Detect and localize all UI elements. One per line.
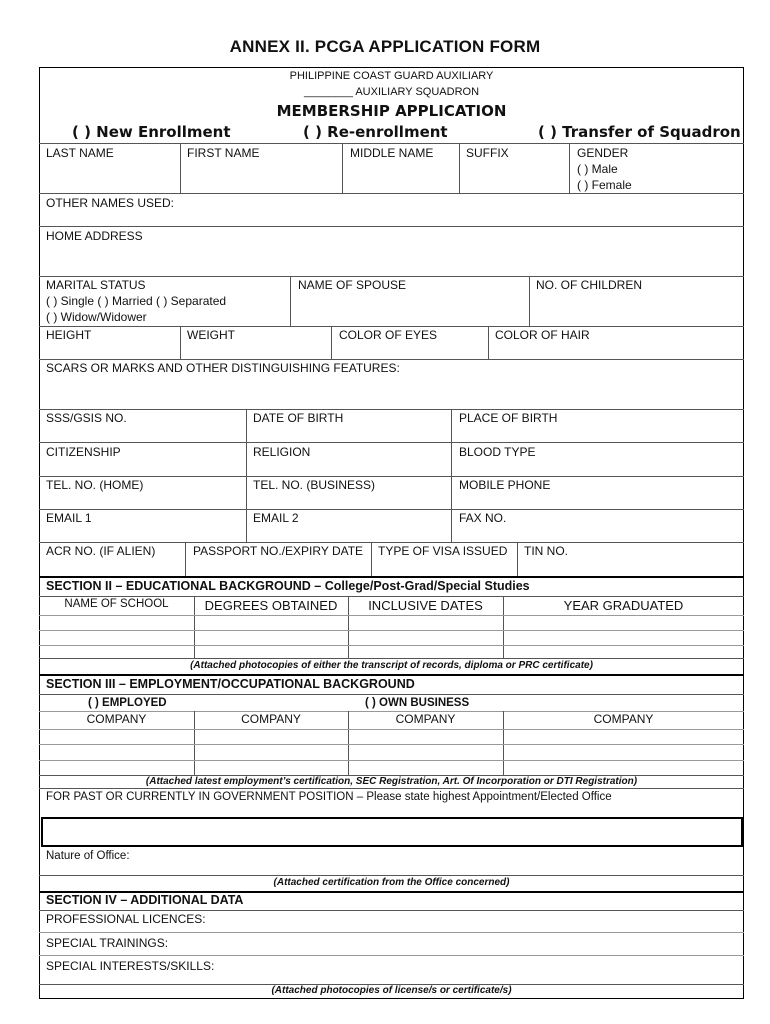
citizenship-field[interactable]: CITIZENSHIP [46,445,121,459]
squadron-line: ________ AUXILIARY SQUADRON [303,86,480,98]
fax-field[interactable]: FAX NO. [459,511,507,525]
children-count-field[interactable]: NO. OF CHILDREN [536,278,643,292]
special-trainings-field[interactable]: SPECIAL TRAININGS: [46,936,169,950]
email2-field[interactable]: EMAIL 2 [253,511,299,525]
membership-title: MEMBERSHIP APPLICATION [276,102,507,120]
middle-name-field[interactable]: MIDDLE NAME [350,146,434,160]
passport-field[interactable]: PASSPORT NO./EXPIRY DATE [193,544,364,558]
edu-attachment-note: (Attached photocopies of either the transcript of records, diploma or PRC certificate) [190,660,593,671]
section-education-title: SECTION II – EDUCATIONAL BACKGROUND – College/Post-Grad/Special Studies [46,579,530,593]
first-name-field[interactable]: FIRST NAME [187,146,260,160]
email1-field[interactable]: EMAIL 1 [46,511,92,525]
religion-field[interactable]: RELIGION [253,445,311,459]
height-field[interactable]: HEIGHT [46,328,92,342]
option-re-enrollment[interactable]: ( ) Re-enrollment [303,123,448,141]
gender-label: GENDER [577,146,629,160]
suffix-field[interactable]: SUFFIX [466,146,509,160]
spouse-name-field[interactable]: NAME OF SPOUSE [298,278,407,292]
emp-col-company-4: COMPANY [593,712,654,726]
eye-color-field[interactable]: COLOR OF EYES [339,328,438,342]
special-interests-field[interactable]: SPECIAL INTERESTS/SKILLS: [46,959,215,973]
government-position-input[interactable] [41,817,743,847]
sss-gsis-field[interactable]: SSS/GSIS NO. [46,411,127,425]
acr-field[interactable]: ACR NO. (IF ALIEN) [46,544,156,558]
blood-type-field[interactable]: BLOOD TYPE [459,445,536,459]
home-address-field[interactable]: HOME ADDRESS [46,229,143,243]
marital-options-row2[interactable]: ( ) Widow/Widower [46,310,147,324]
tel-home-field[interactable]: TEL. NO. (HOME) [46,478,144,492]
weight-field[interactable]: WEIGHT [187,328,235,342]
place-of-birth-field[interactable]: PLACE OF BIRTH [459,411,558,425]
gov-attachment-note: (Attached certification from the Office concerned) [273,877,510,888]
nature-of-office-field[interactable]: Nature of Office: [46,850,130,862]
option-new-enrollment[interactable]: ( ) New Enrollment [72,123,231,141]
edu-col-dates: INCLUSIVE DATES [368,598,483,613]
edu-col-degrees: DEGREES OBTAINED [204,598,338,613]
gender-male-option[interactable]: ( ) Male [577,162,618,176]
emp-col-company-1: COMPANY [86,712,147,726]
visa-type-field[interactable]: TYPE OF VISA ISSUED [378,544,508,558]
professional-licences-field[interactable]: PROFESSIONAL LICENCES: [46,912,206,926]
edu-col-school: NAME OF SCHOOL [64,598,169,610]
date-of-birth-field[interactable]: DATE OF BIRTH [253,411,344,425]
mobile-phone-field[interactable]: MOBILE PHONE [459,478,551,492]
emp-col-company-3: COMPANY [395,712,456,726]
marital-options-row1[interactable]: ( ) Single ( ) Married ( ) Separated [46,294,227,308]
gender-female-option[interactable]: ( ) Female [577,178,632,192]
emp-attachment-note: (Attached latest employment’s certification, SEC Registration, Art. Of Incorporation or DTI Registration) [145,776,638,787]
emp-col-company-2: COMPANY [241,712,301,726]
edu-col-year: YEAR GRADUATED [563,598,684,613]
scars-marks-field[interactable]: SCARS OR MARKS AND OTHER DISTINGUISHING FEATURES: [46,361,400,375]
employed-option[interactable]: ( ) EMPLOYED [88,697,167,709]
own-business-option[interactable]: ( ) OWN BUSINESS [365,697,470,709]
other-names-field[interactable]: OTHER NAMES USED: [46,196,175,210]
form-title: ANNEX II. PCGA APPLICATION FORM [229,37,541,56]
marital-status-label: MARITAL STATUS [46,278,146,292]
government-position-label: FOR PAST OR CURRENTLY IN GOVERNMENT POSITION – Please state highest Appointment/Elected Office [46,791,612,803]
section-additional-title: SECTION IV – ADDITIONAL DATA [46,893,244,907]
tel-business-field[interactable]: TEL. NO. (BUSINESS) [253,478,376,492]
additional-attachment-note: (Attached photocopies of license/s or certificate/s) [271,985,512,996]
section-employment-title: SECTION III – EMPLOYMENT/OCCUPATIONAL BACKGROUND [46,677,415,691]
tin-field[interactable]: TIN NO. [524,544,568,558]
hair-color-field[interactable]: COLOR OF HAIR [495,328,590,342]
org-name: PHILIPPINE COAST GUARD AUXILIARY [289,70,494,82]
option-transfer-squadron[interactable]: ( ) Transfer of Squadron [538,123,741,141]
last-name-field[interactable]: LAST NAME [46,146,114,160]
